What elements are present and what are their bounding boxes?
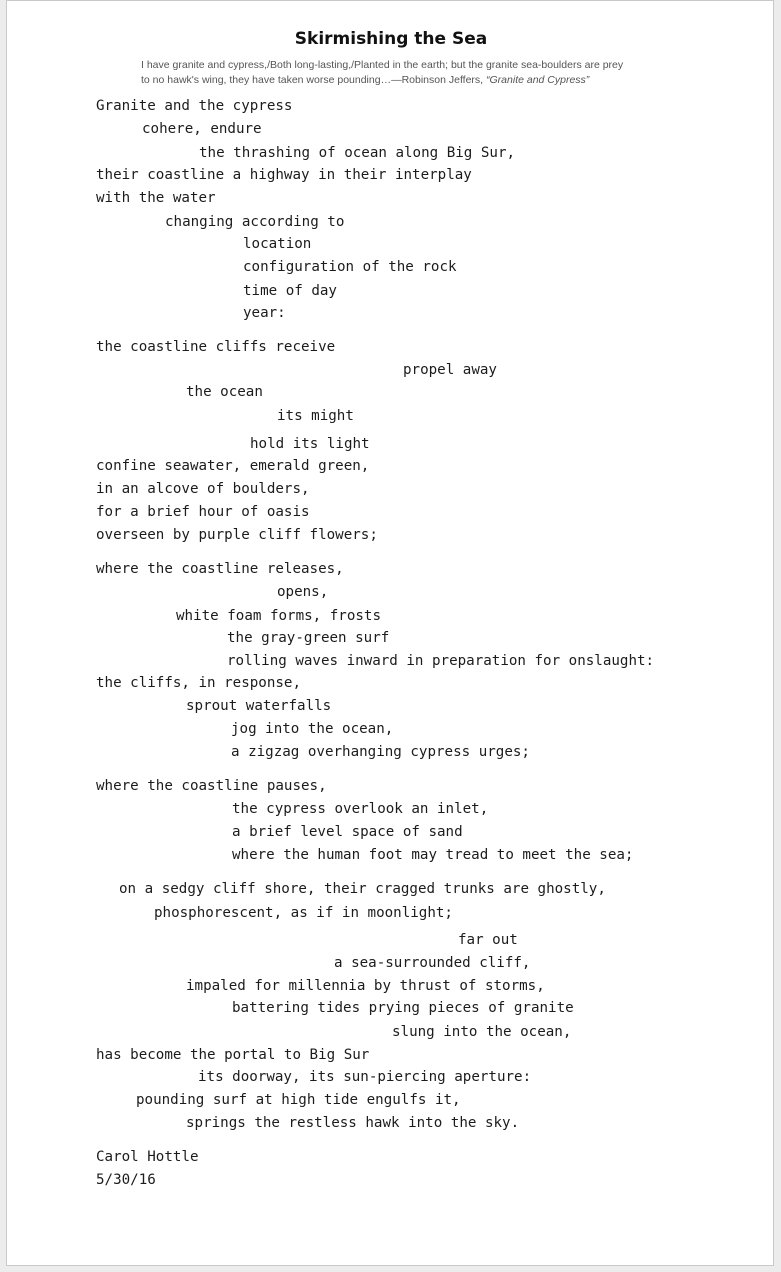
poem-line: for a brief hour of oasis (96, 504, 310, 520)
poem-line: with the water (96, 190, 216, 206)
poem-line: phosphorescent, as if in moonlight; (154, 905, 453, 921)
poem-line: time of day (243, 283, 337, 299)
poem-line: their coastline a highway in their interplay (96, 167, 472, 183)
document-page (6, 0, 774, 1266)
poem-line: the cypress overlook an inlet, (232, 801, 489, 817)
poem-title: Skirmishing the Sea (294, 29, 488, 49)
poem-line: where the human foot may tread to meet the sea; (232, 847, 634, 863)
poem-line: location (243, 236, 312, 252)
poem-line: its might (277, 408, 354, 424)
poem-line: cohere, endure (142, 121, 262, 137)
poem-line: configuration of the rock (243, 259, 457, 275)
poem-line: battering tides prying pieces of granite (232, 1000, 574, 1016)
poem-line: where the coastline releases, (96, 561, 344, 577)
poem-line: the ocean (186, 384, 263, 400)
epigraph-line-1: I have granite and cypress,/Both long-lasting,/Planted in the earth; but the granite sea-boulders are prey (141, 59, 624, 71)
poem-line: a zigzag overhanging cypress urges; (231, 744, 530, 760)
epigraph (141, 58, 701, 88)
poem-line: pounding surf at high tide engulfs it, (136, 1092, 461, 1108)
poem-line: opens, (277, 584, 329, 600)
poem-line: on a sedgy cliff shore, their cragged trunks are ghostly, (119, 881, 606, 897)
poem-line: jog into the ocean, (231, 721, 394, 737)
poem-line: overseen by purple cliff flowers; (96, 527, 378, 543)
poem-line: year: (243, 305, 286, 321)
poem-line: the gray-green surf (227, 630, 390, 646)
epigraph-line-2 (141, 73, 701, 88)
poem-line: springs the restless hawk into the sky. (186, 1115, 520, 1131)
poem-line: has become the portal to Big Sur (96, 1047, 370, 1063)
poem-line: sprout waterfalls (186, 698, 332, 714)
poem-line: its doorway, its sun-piercing aperture: (198, 1069, 532, 1085)
poem-line: propel away (403, 362, 497, 378)
poem-line: the thrashing of ocean along Big Sur, (199, 145, 516, 161)
poem-line: a sea-surrounded cliff, (334, 955, 531, 971)
poem-line: changing according to (165, 214, 345, 230)
poem-line: confine seawater, emerald green, (96, 458, 370, 474)
poem-line: Granite and the cypress (96, 98, 293, 114)
poem-line: far out (458, 932, 518, 948)
poem-line: the cliffs, in response, (96, 675, 301, 691)
poem-date: 5/30/16 (96, 1172, 156, 1188)
poem-line: a brief level space of sand (232, 824, 463, 840)
poem-line: where the coastline pauses, (96, 778, 327, 794)
poem-line: the coastline cliffs receive (96, 339, 336, 355)
poem-line: hold its light (250, 436, 370, 452)
author-name: Carol Hottle (96, 1149, 199, 1165)
poem-line: impaled for millennia by thrust of storms, (186, 978, 545, 994)
poem-line: in an alcove of boulders, (96, 481, 310, 497)
epigraph-source: “Granite and Cypress” (486, 74, 590, 86)
poem-line: slung into the ocean, (392, 1024, 572, 1040)
epigraph-line-2-text: to no hawk's wing, they have taken worse pounding…—Robinson Jeffers, (141, 74, 484, 86)
poem-line: rolling waves inward in preparation for onslaught: (227, 653, 655, 669)
poem-line: white foam forms, frosts (176, 608, 381, 624)
